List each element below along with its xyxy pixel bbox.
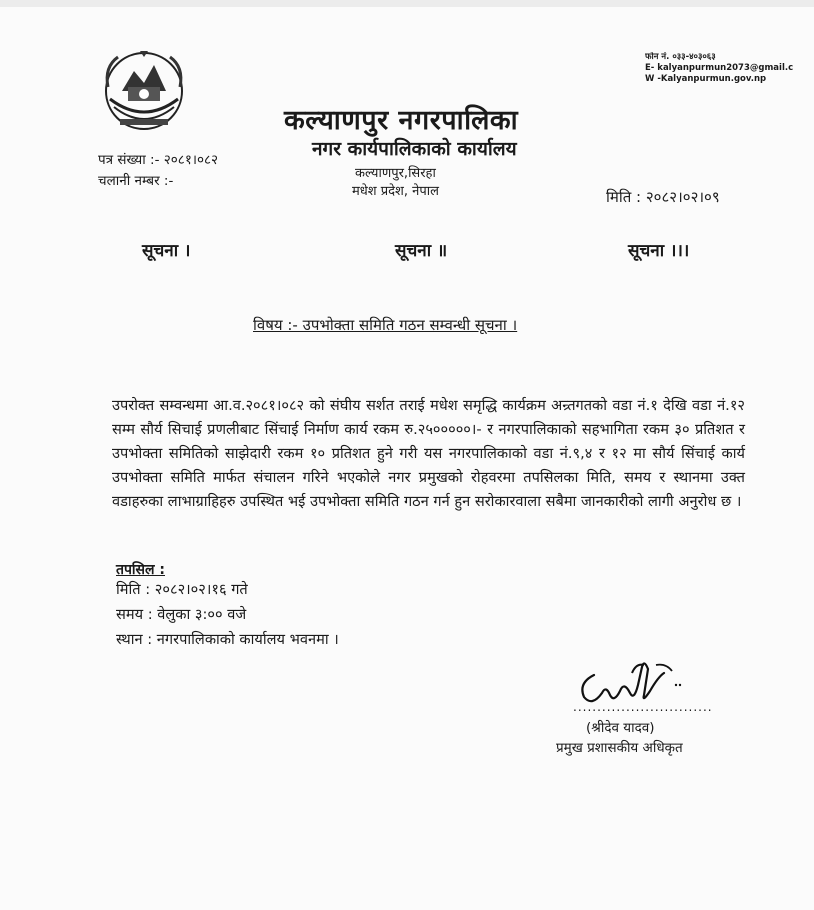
address-line-2: मधेश प्रदेश, नेपाल [352, 184, 439, 199]
signatory-title: प्रमुख प्रशासकीय अधिकृत [556, 740, 683, 756]
notice-heading-3: सूचना ।।। [628, 241, 690, 261]
dispatch-number: चलानी नम्बर :- [98, 173, 174, 189]
email-address: E- kalyanpurmun2073@gmail.c [645, 63, 794, 73]
notice-heading-2: सूचना ॥ [395, 241, 448, 261]
government-emblem-icon [100, 47, 188, 133]
meeting-place: स्थान : नगरपालिकाको कार्यालय भवनमा । [116, 631, 339, 648]
signatory-name: (श्रीदेव यादव) [586, 720, 655, 736]
body-paragraph: उपरोक्त सम्वन्धमा आ.व.२०८१।०८२ को संघीय सर्शत तराई मधेश समृद्धि कार्यक्रम अन्र्तगतको वडा नं.१ देखि वडा नं.१२ सम्म सौर्य सिचाई प्रणलीबाट सिंचाई निर्माण कार्य रकम रु.२५०००००।- र नगरपालिकाको सहभागिता रकम ३० प्रतिशत र उपभोक्ता समितिको साझेदारी रकम १० प्रतिशत हुने गरी यस नगरपालिकाको वडा नं.९,४ र १२ मा सौर्य सिंचाई कार्य उपभोक्ता समिति मार्फत संचालन गरिने भएकोले नगर प्रमुखको रोहवरमा तपसिलका मिति, समय र स्थानमा उक्त वडाहरुका लाभाग्राहिहरु उपस्थित भई उपभोक्ता समिति गठन गर्न हुन सरोकारवाला सबैमा जानकारीको लागी अनुरोध छ । [112, 397, 745, 510]
subject-line: विषय :- उपभोक्ता समिति गठन सम्वन्धी सूचना । [253, 316, 518, 334]
meeting-time: समय : वेलुका ३:०० वजे [116, 606, 247, 623]
letter-date: मिति : २०८२।०२।०९ [606, 188, 720, 206]
office-name: नगर कार्यपालिकाको कार्यालय [312, 138, 517, 160]
website-address: W -Kalyanpurmun.gov.np [645, 74, 767, 84]
phone-number: फोन नं. ०३३-४०३०६३ [645, 52, 716, 62]
letter-number: पत्र संख्या :- २०८१।०८२ [98, 152, 219, 168]
signature-line: ............................. [573, 700, 713, 714]
organization-name: कल्याणपुर नगरपालिका [284, 105, 519, 136]
contact-block [645, 52, 814, 85]
meeting-date: मिति : २०८२।०२।१६ गते [116, 581, 248, 598]
notice-heading-1: सूचना । [142, 241, 191, 261]
address-line-1: कल्याणपुर,सिरहा [355, 166, 436, 181]
details-heading: तपसिल : [116, 562, 165, 578]
top-edge [0, 0, 814, 7]
